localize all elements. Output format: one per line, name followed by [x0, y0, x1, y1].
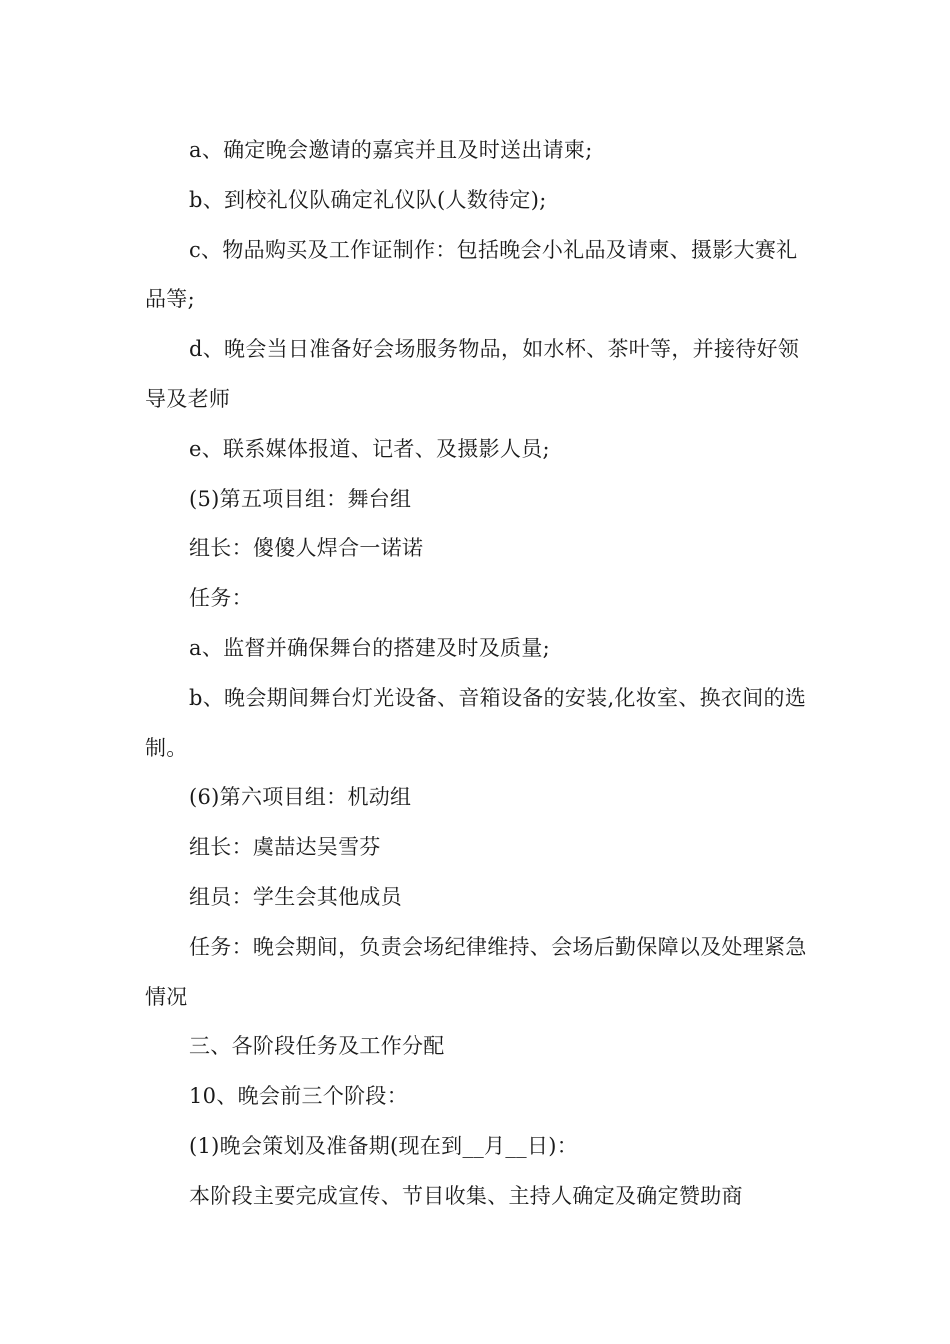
paragraph-group5-leader: 组长：傻傻人焊合一诺诺	[189, 536, 424, 561]
paragraph-group6-tasks: 任务：晚会期间，负责会场纪律维持、会场后勤保障以及处理紧急情况	[145, 934, 807, 1009]
paragraph-section3-heading: 三、各阶段任务及工作分配	[189, 1034, 445, 1059]
paragraph-group6-leader: 组长：虞喆达吴雪芬	[189, 835, 381, 860]
paragraph-venue-service: d、晚会当日准备好会场服务物品，如水杯、茶叶等，并接待好领导及老师	[145, 337, 800, 411]
paragraph-stage-equipment: b、晚会期间舞台灯光设备、音箱设备的安装,化妆室、换衣间的选制。	[145, 685, 807, 760]
paragraph-stage-intro: 10、晚会前三个阶段：	[189, 1084, 409, 1109]
paragraph-invite-guests: a、确定晚会邀请的嘉宾并且及时送出请柬;	[189, 138, 593, 162]
paragraph-planning-period: (1)晚会策划及准备期(现在到__月__日)：	[189, 1133, 579, 1158]
document-body	[145, 126, 807, 1222]
paragraph-stage-supervision: a、监督并确保舞台的搭建及时及质量;	[189, 635, 550, 660]
paragraph-media-contact: e、联系媒体报道、记者、及摄影人员;	[189, 436, 550, 461]
paragraph-etiquette-team: b、到校礼仪队确定礼仪队(人数待定);	[189, 187, 547, 212]
paragraph-group6-heading: (6)第六项目组：机动组	[189, 785, 412, 810]
paragraph-group6-members: 组员：学生会其他成员	[189, 884, 402, 909]
paragraph-planning-tasks: 本阶段主要完成宣传、节目收集、主持人确定及确定赞助商	[189, 1183, 743, 1208]
paragraph-purchase-items: c、物品购买及工作证制作：包括晚会小礼品及请柬、摄影大赛礼品等;	[145, 237, 798, 312]
paragraph-group5-tasks-label: 任务：	[189, 586, 253, 611]
paragraph-group5-heading: (5)第五项目组：舞台组	[189, 486, 412, 511]
